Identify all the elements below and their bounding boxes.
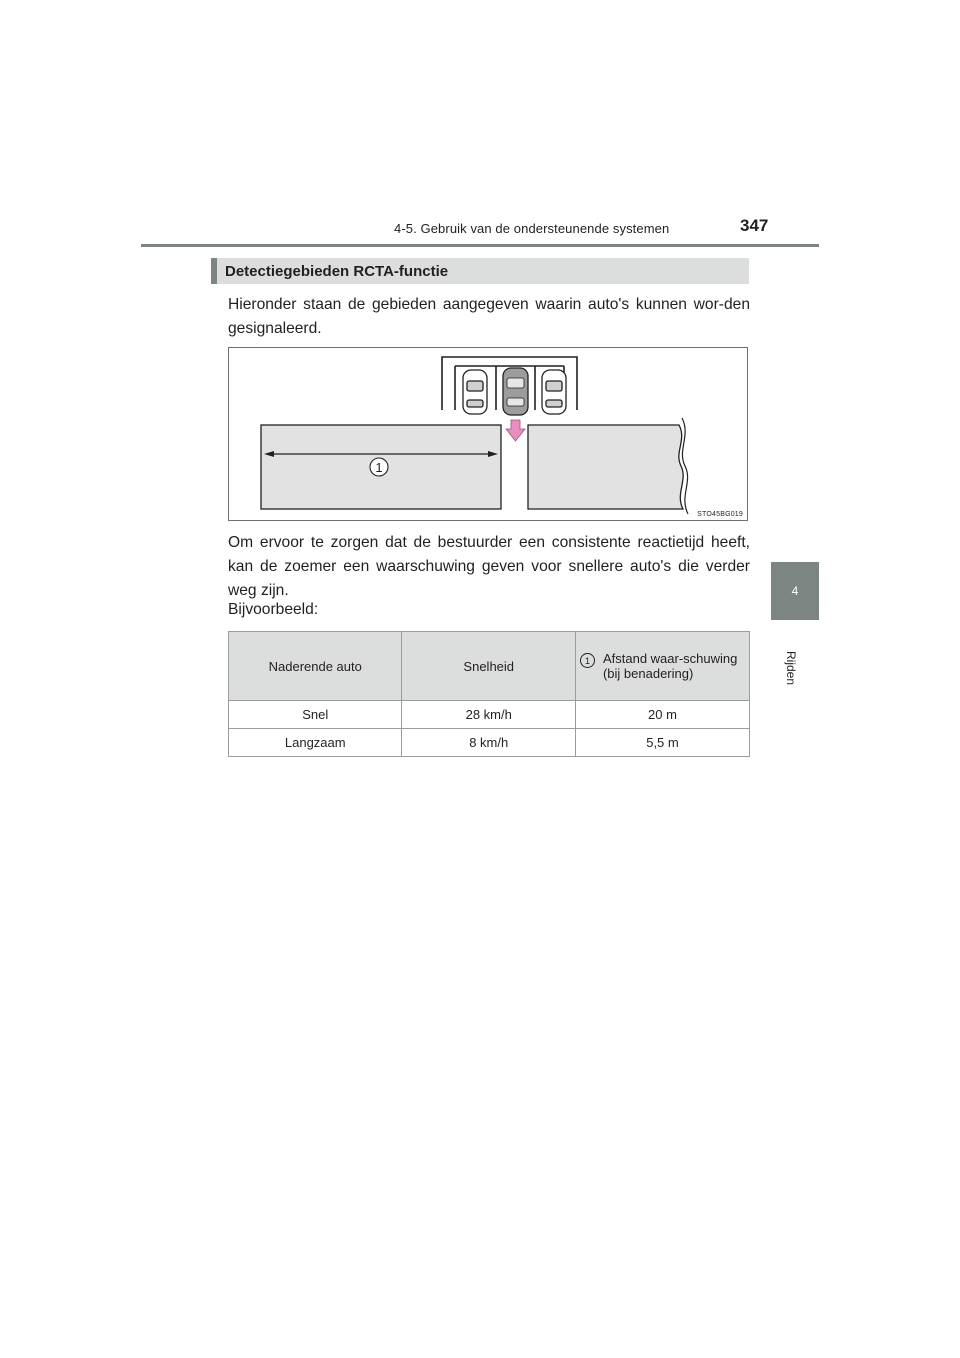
column-header-label: Afstand waar-schuwing (bij benadering) [602, 651, 738, 681]
chapter-label: Rijden [784, 651, 798, 686]
note-paragraph: Om ervoor te zorgen dat de bestuurder een consistente reactietijd heeft, kan de zoemer een waarschuwing geven voor snellere auto's die verder weg zijn. [228, 534, 750, 599]
table-cell: 20 m [575, 701, 749, 729]
table-cell: 28 km/h [402, 701, 575, 729]
table-cell: 8 km/h [402, 729, 575, 757]
page-number: 347 [740, 216, 769, 235]
section-heading [211, 258, 749, 284]
header-section-title: 4-5. Gebruik van de ondersteunende systemen [394, 221, 670, 236]
section-title: Detectiegebieden RCTA-functie [225, 262, 449, 280]
header-callout: 1 [580, 653, 595, 668]
header-divider [141, 244, 819, 247]
column-header: Naderende auto [229, 632, 402, 701]
section-heading-bar [211, 258, 217, 284]
chapter-number: 4 [791, 584, 799, 598]
intro-paragraph: Hieronder staan de gebieden aangegeven waarin auto's kunnen wor-den gesignaleerd. [228, 296, 750, 337]
own-vehicle [503, 368, 528, 415]
table-row [229, 701, 750, 729]
callout-number: 1 [375, 460, 383, 475]
table-cell: Snel [229, 701, 402, 729]
detection-area-figure [228, 347, 748, 521]
chapter-tab [771, 562, 819, 620]
column-header-distance [575, 632, 749, 701]
figure-code: STO45BG019 [697, 511, 743, 518]
table-header-row [229, 632, 750, 701]
example-label: Bijvoorbeeld: [228, 601, 319, 618]
warning-distance-table [228, 631, 750, 757]
detection-zone-right [528, 425, 683, 509]
zone-cut-line [682, 418, 688, 514]
table-row [229, 729, 750, 757]
table-cell: 5,5 m [575, 729, 749, 757]
reverse-direction-arrow [506, 420, 525, 441]
column-header: Snelheid [402, 632, 575, 701]
table-cell: Langzaam [229, 729, 402, 757]
detection-area-illustration [229, 348, 747, 520]
